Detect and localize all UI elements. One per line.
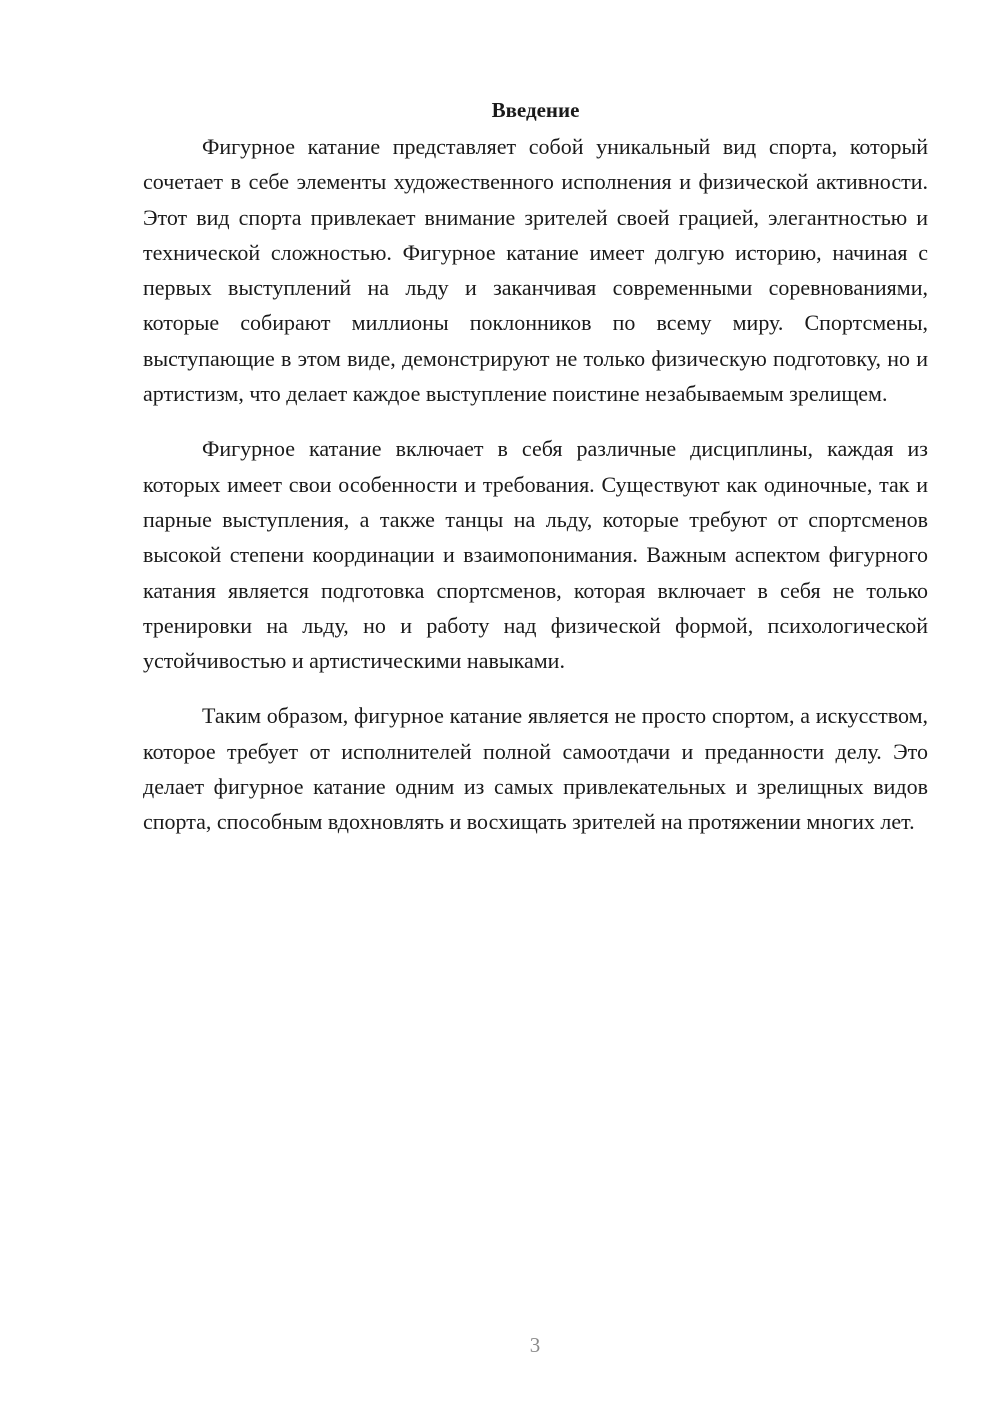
page-content [143, 96, 928, 860]
section-heading: Введение [491, 98, 580, 122]
paragraph-3: Таким образом, фигурное катание является не просто спортом, а искусством, которое требует от исполнителей полной самоотдачи и преданности делу. Это делает фигурное катание одним из самых привлекательных и зрелищных видов спорта, способным вдохновлять и восхищать зрителей на протяжении многих лет. [143, 703, 928, 835]
paragraph-1: Фигурное катание представляет собой уникальный вид спорта, который сочетает в себе элементы художественного исполнения и физической активности. Этот вид спорта привлекает внимание зрителей своей грацией, элегантностью и технической сложностью. Фигурное катание имеет долгую историю, начиная с первых выступлений на льду и заканчивая современными соревнованиями, которые собирают миллионы поклонников по всему миру. Спортсмены, выступающие в этом виде, демонстрируют не только физическую подготовку, но и артистизм, что делает каждое выступление поистине незабываемым зрелищем. [143, 134, 928, 407]
page-number: 3 [529, 1333, 541, 1357]
paragraph-2: Фигурное катание включает в себя различные дисциплины, каждая из которых имеет свои особенности и требования. Существуют как одиночные, так и парные выступления, а также танцы на льду, которые требуют от спортсменов высокой степени координации и взаимопонимания. Важным аспектом фигурного катания является подготовка спортсменов, которая включает в себя не только тренировки на льду, но и работу над физической формой, психологической устойчивостью и артистическими навыками. [143, 436, 928, 674]
